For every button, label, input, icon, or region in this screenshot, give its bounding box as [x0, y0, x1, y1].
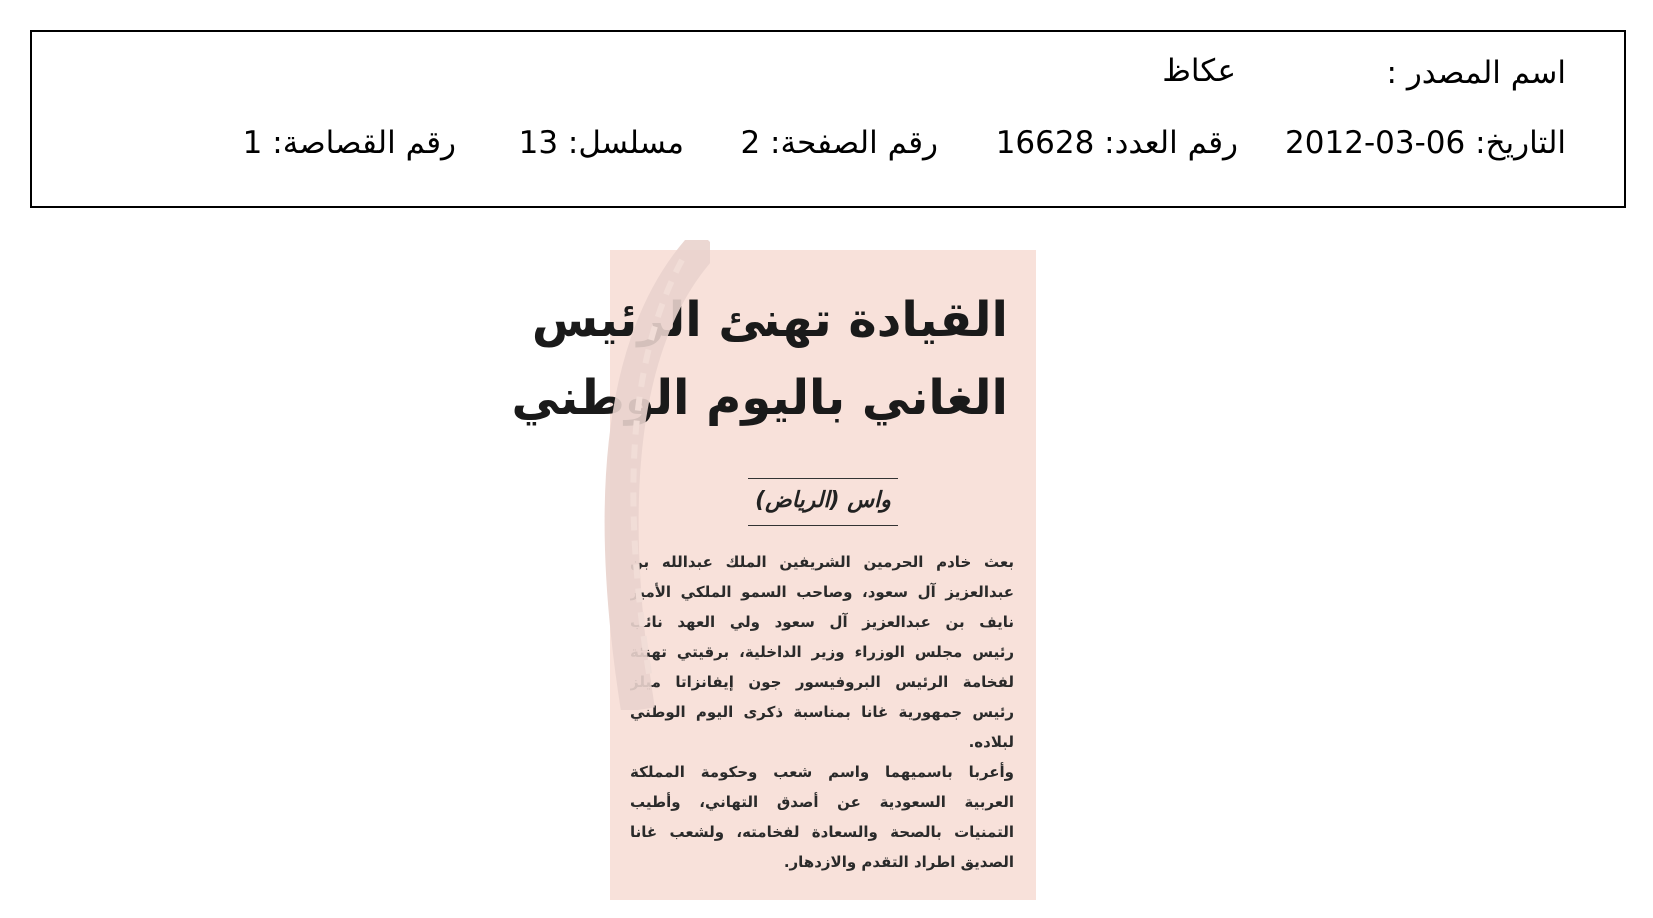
body-line: بعث خادم الحرمين الشريفين الملك عبدالله بن: [630, 553, 1014, 571]
issue-number: رقم العدد: 16628: [995, 125, 1238, 161]
headline-line-1: القيادة تهنئ الرئيس: [531, 292, 1008, 348]
body-line: رئيس مجلس الوزراء وزير الداخلية، برقيتي تهنئة: [630, 643, 1014, 661]
body-line: العربية السعودية عن أصدق التهاني، وأطيب: [630, 793, 1014, 811]
body-line: وأعربا باسميهما واسم شعب وحكومة المملكة: [630, 763, 1014, 781]
body-line: لفخامة الرئيس البروفيسور جون إيفانزاتا ميلز: [630, 673, 1014, 691]
body-line: عبدالعزيز آل سعود، وصاحب السمو الملكي الأمير: [630, 583, 1014, 601]
source-value: عكاظ: [1162, 53, 1236, 89]
source-label: اسم المصدر :: [1386, 55, 1566, 91]
serial-number: مسلسل: 13: [518, 125, 684, 161]
byline: واس (الرياض): [748, 478, 898, 526]
clip-number: رقم القصاصة: 1: [242, 125, 456, 161]
body-line: لبلاده.: [968, 733, 1014, 751]
body-line: رئيس جمهورية غانا بمناسبة ذكرى اليوم الوطني: [630, 703, 1014, 721]
source-info-box: [30, 30, 1626, 208]
body-line: نايف بن عبدالعزيز آل سعود ولي العهد نائب: [630, 613, 1014, 631]
body-line: التمنيات بالصحة والسعادة لفخامته، ولشعب غانا: [630, 823, 1014, 841]
body-line: الصديق اطراد التقدم والازدهار.: [783, 853, 1014, 871]
headline-line-2: الغاني باليوم الوطني: [511, 370, 1008, 426]
page-number: رقم الصفحة: 2: [740, 125, 938, 161]
watermark-seal-icon: [590, 240, 710, 710]
date-field: التاريخ: 06-03-2012: [1285, 125, 1566, 161]
